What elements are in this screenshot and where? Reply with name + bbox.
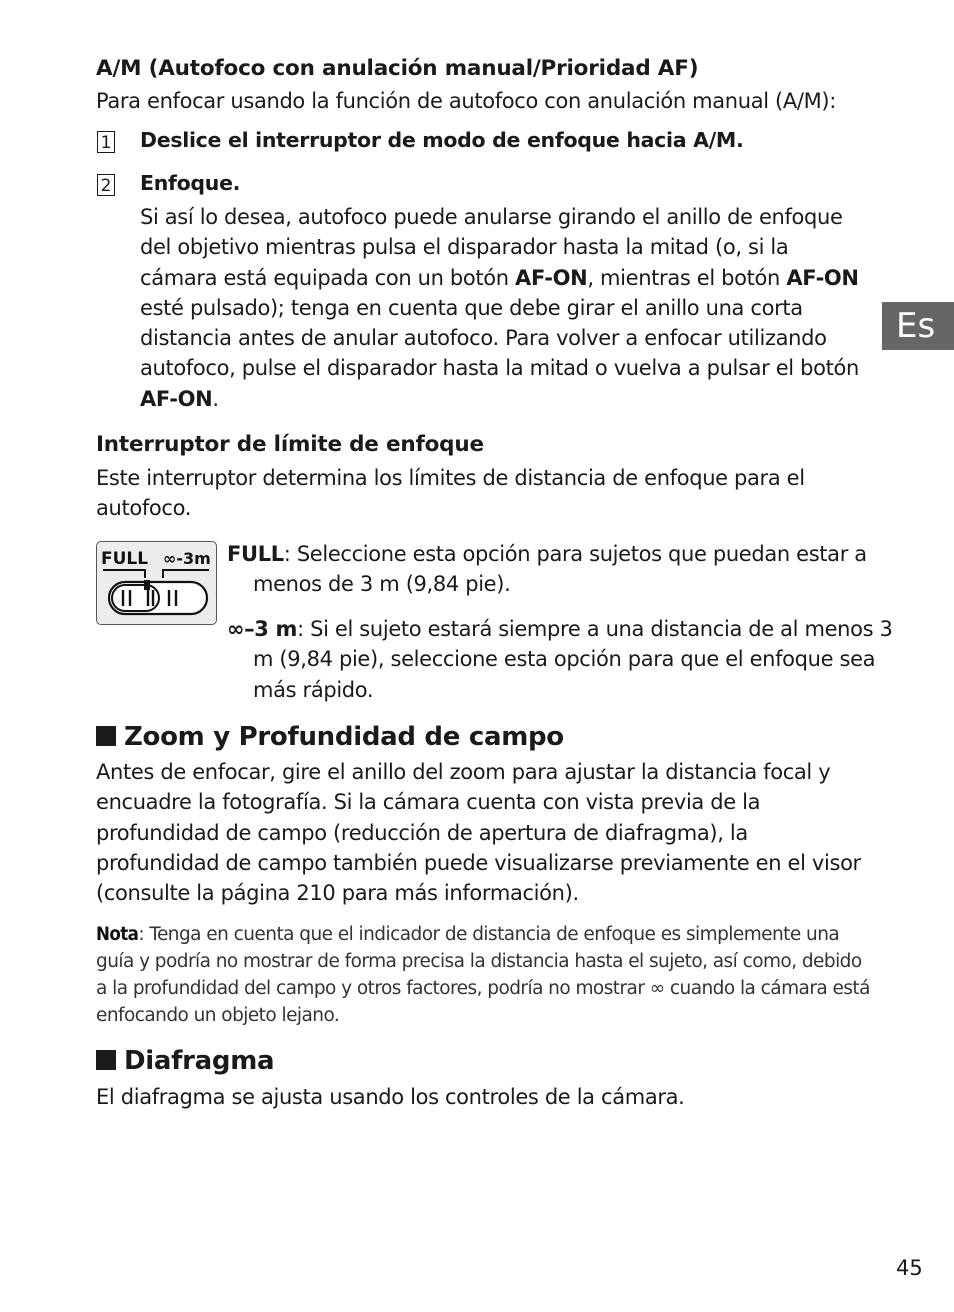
step-2-body-c: esté pulsado); tenga en cuenta que debe girar el anillo una corta distancia antes de anular autofoco. Para volver a enfocar utilizando autofoco, pulse el disparador hasta la mitad o vuelva a pulsar el botón [140, 295, 859, 381]
focus-limit-switch-illustration [96, 541, 217, 625]
step-2-body-d: . [212, 386, 219, 411]
section-square-icon [96, 1050, 116, 1070]
step-2-body-b: , mientras el botón [587, 265, 787, 290]
limit-intro: Este interruptor determina los límites de distancia de enfoque para el autofoco. [96, 466, 805, 521]
page-number: 45 [896, 1256, 923, 1280]
step-2-body [140, 202, 870, 414]
af-on-term-3: AF-ON [140, 386, 213, 411]
language-tab: Es [882, 302, 954, 350]
full-desc: : Seleccione esta opción para sujetos que puedan estar a menos de 3 m (9,84 pie). [253, 542, 867, 597]
step-1-text: Deslice el interruptor de modo de enfoque hacia A/M. [140, 128, 744, 152]
switch-label-inf: ∞-3m [163, 549, 211, 568]
af-on-term-1: AF-ON [515, 265, 588, 290]
aperture-body: El diafragma se ajusta usando los controles de la cámara. [96, 1085, 685, 1109]
full-term: FULL [227, 542, 284, 566]
inf-option [227, 614, 893, 705]
aperture-heading [96, 1046, 274, 1076]
zoom-heading [96, 722, 564, 752]
inf-desc: : Si el sujeto estará siempre a una distancia de al menos 3 m (9,84 pie), seleccione esta opción para que el enfoque sea más rápido. [253, 617, 893, 702]
section-square-icon [96, 726, 116, 746]
focus-limit-switch-icon [97, 542, 215, 623]
note-text: : Tenga en cuenta que el indicador de distancia de enfoque es simplemente una guía y podría no mostrar de forma precisa la distancia hasta el sujeto, así como, debido a la profundidad del campo y otros factores, podría no mostrar ∞ cuando la cámara está enfocando un objeto lejano. [96, 924, 870, 1026]
am-heading: A/M (Autofoco con anulación manual/Prioridad AF) [96, 56, 699, 81]
am-intro: Para enfocar usando la función de autofoco con anulación manual (A/M): [96, 89, 836, 113]
aperture-heading-text: Diafragma [124, 1046, 275, 1076]
step-1-number: 1 [97, 131, 115, 153]
af-on-term-2: AF-ON [786, 265, 859, 290]
note [96, 921, 876, 1029]
switch-label-full: FULL [101, 549, 149, 569]
limit-heading: Interruptor de límite de enfoque [96, 432, 484, 457]
step-2-body-a: Si así lo desea, autofoco puede anularse girando el anillo de enfoque del objetivo mientras pulsa el disparador hasta la mitad (o, si la cámara está equipada con un botón [140, 205, 843, 290]
zoom-heading-text: Zoom y Profundidad de campo [124, 722, 564, 752]
inf-term: ∞–3 m [227, 617, 298, 641]
note-label: Nota [96, 924, 139, 945]
zoom-body: Antes de enfocar, gire el anillo del zoom para ajustar la distancia focal y encuadre la fotografía. Si la cámara cuenta con vista previa de la profundidad de campo (reducción de apertura de diafragma), la profundidad de campo también puede visualizarse previamente en el visor (consulte la página 210 para más información). [96, 760, 861, 906]
step-2-title: Enfoque. [140, 171, 241, 195]
full-option [227, 539, 893, 600]
step-2-number: 2 [97, 174, 115, 196]
